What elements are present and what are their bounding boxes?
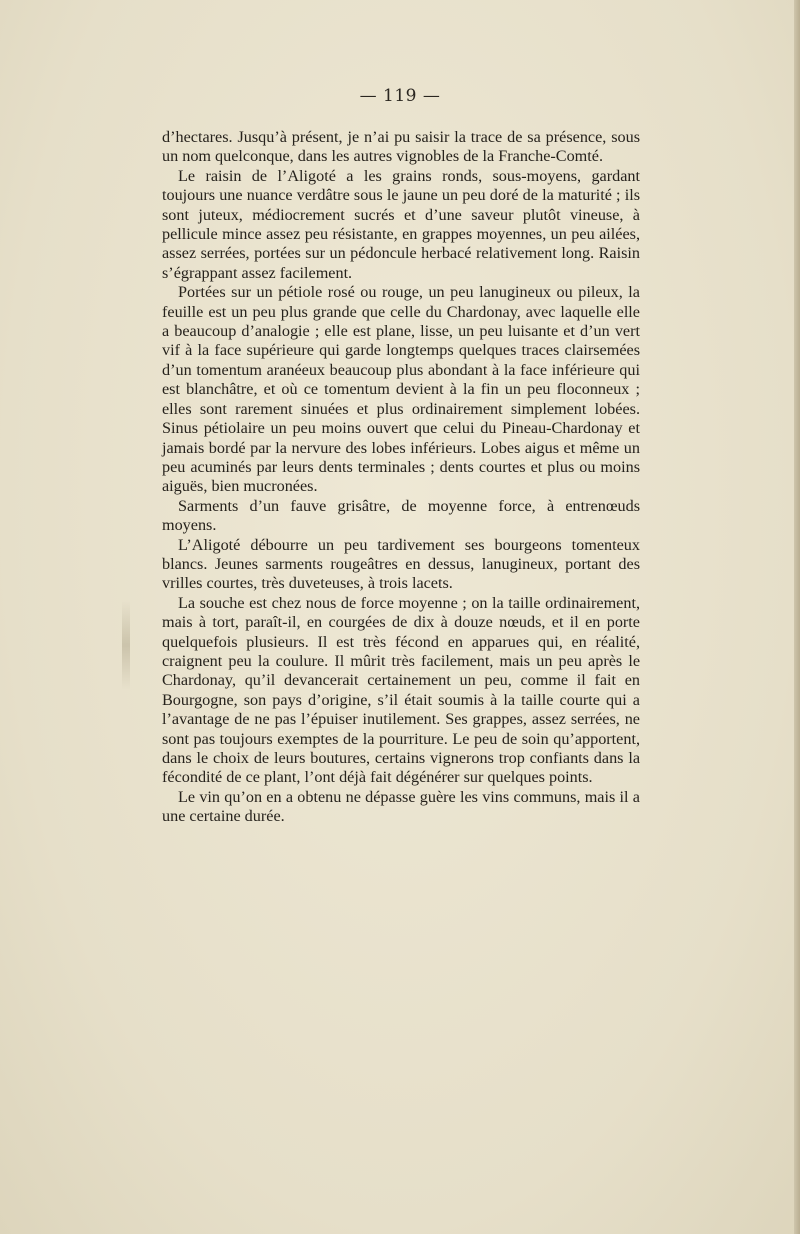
paragraph: La souche est chez nous de force moyenne ; on la taille ordinairement, mais à tort, paraît-il, en courgées de dix à douze nœuds, et il en porte quelquefois plusieurs. Il est très fécond en apparues qui, en réalité, craignent peu la coulure. Il mûrit très facilement, mais un peu après le Chardonay, qu’il devancerait certainement un peu, comme il fait en Bourgogne, son pays d’origine, s’il était soumis à la taille courte qui a l’avantage de ne pas l’épuiser inutilement. Ses grappes, assez serrées, ne sont pas toujours exemptes de la pourriture. Le peu de soin qu’apportent, dans le choix de leurs boutures, certains vignerons trop confiants dans la fécondité de ce plant, l’ont déjà fait dégénérer sur quelques points. (162, 593, 640, 787)
paper-stain (122, 600, 130, 690)
body-text (162, 128, 640, 827)
paragraph: Portées sur un pétiole rosé ou rouge, un peu lanugineux ou pileux, la feuille est un peu plus grande que celle du Chardonay, avec laquelle elle a beaucoup d’analogie ; elle est plane, lisse, un peu luisante et d’un vert vif à la face supérieure qui garde longtemps quelques traces clairsemées d’un tomentum aranéeux beaucoup plus abondant à la face inférieure qui est blanchâtre, et où ce tomentum devient à la fin un peu floconneux ; elles sont rarement sinuées et plus ordinairement simplement lobées. Sinus pétiolaire un peu moins ouvert que celui du Pineau-Chardonay et jamais bordé par la nervure des lobes inférieurs. Lobes aigus et même un peu acuminés par leurs dents terminales ; dents courtes et plus ou moins aiguës, bien mucronées. (162, 283, 640, 496)
paragraph: Le vin qu’on en a obtenu ne dépasse guère les vins communs, mais il a une certaine durée. (162, 787, 640, 826)
paragraph: L’Aligoté débourre un peu tardivement ses bourgeons tomenteux blancs. Jeunes sarments rougeâtres en dessus, lanugineux, portant des vrilles courtes, très duveteuses, à trois lacets. (162, 535, 640, 593)
paragraph: d’hectares. Jusqu’à présent, je n’ai pu saisir la trace de sa présence, sous un nom quelconque, dans les autres vignobles de la Franche-Comté. (162, 128, 640, 166)
page-number: — 119 — (359, 86, 441, 106)
page-edge (794, 0, 800, 1234)
paragraph: Sarments d’un fauve grisâtre, de moyenne force, à entrenœuds moyens. (162, 496, 640, 535)
paragraph: Le raisin de l’Aligoté a les grains ronds, sous-moyens, gardant toujours une nuance verdâtre sous le jaune un peu doré de la maturité ; ils sont juteux, médiocrement sucrés et d’une saveur plutôt vineuse, à pellicule mince assez peu résistante, en grappes moyennes, un peu ailées, assez serrées, portées sur un pédoncule herbacé relativement long. Raisin s’égrappant assez facilement. (162, 166, 640, 282)
